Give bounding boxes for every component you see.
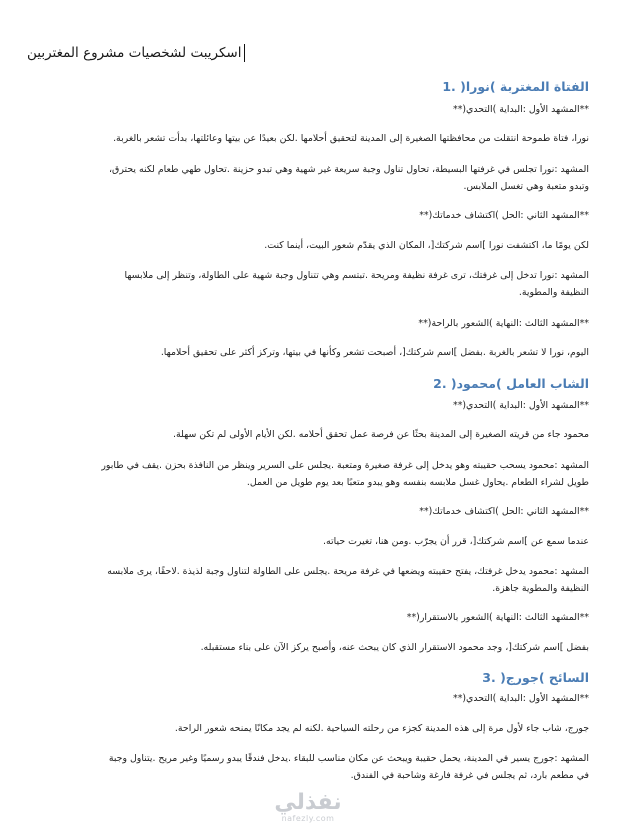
paragraph: النظيفة والمطوية.: [518, 287, 589, 298]
paragraph: **المشهد الأول :البداية )التحدي(**: [453, 693, 589, 704]
paragraph: المشهد :محمود يسحب حقيبته وهو يدخل إلى غرفة صغيرة ومتعبة .يجلس على السرير وينظر من النافذة بحزن .يقف في طابور: [101, 460, 589, 471]
paragraph: لكن يومًا ما، اكتشفت نورا ]اسم شركتك[، المكان الذي يقدّم شعور البيت، أينما كنت.: [264, 240, 589, 251]
paragraph: في مطعم بارد، ثم يجلس في غرفة فارغة وشاحبة في الفندق.: [350, 770, 589, 781]
paragraph: النظيفة والمطوية جاهزة.: [492, 583, 589, 594]
watermark-logo: [268, 792, 348, 824]
paragraph: المشهد :نورا تدخل إلى غرفتك، ترى غرفة نظيفة ومريحة .تبتسم وهي تتناول وجبة شهية على الطاولة، وتنظر إلى ملابسها: [124, 270, 589, 281]
paragraph: المشهد :جورج يسير في المدينة، يحمل حقيبة ويبحث عن مكان مناسب للبقاء .يدخل فندقًا يبدو رسميًا وغير مريح .يتناول وجبة: [108, 753, 589, 764]
paragraph: طويل لشراء الطعام .يحاول غسل ملابسه بنفسه وهو يبدو متعبًا بعد يوم طويل من العمل.: [246, 477, 589, 488]
paragraph: بفضل ]اسم شركتك[، وجد محمود الاستقرار الذي كان يبحث عنه، وأصبح يركز الآن على بناء مستقبله.: [200, 642, 589, 653]
paragraph: المشهد :نورا تجلس في غرفتها البسيطة، تحاول تناول وجبة سريعة غير شهية وهي تبدو حزينة .تحاول طهي طعام لكنه يحترق،: [109, 164, 589, 175]
section-heading-1: الفتاة المغتربة )نورا( .1: [442, 79, 589, 94]
watermark-url: nafezly.com: [281, 814, 335, 823]
paragraph: اليوم، نورا لا تشعر بالغربة .بفضل ]اسم شركتك[، أصبحت تشعر وكأنها في بيتها، وتركز أكثر على تحقيق أحلامها.: [160, 347, 589, 358]
paragraph: نورا، فتاة طموحة انتقلت من محافظتها الصغيرة إلى المدينة لتحقيق أحلامها .لكن بعيدًا عن بيتها وعائلتها، بدأت تشعر بالغربة.: [113, 133, 589, 144]
paragraph: وتبدو متعبة وهي تغسل الملابس.: [463, 181, 589, 192]
document-title[interactable]: اسكريبت لشخصيات مشروع المغتربين: [26, 45, 242, 61]
paragraph: **المشهد الثاني :الحل )اكتشاف خدماتك(**: [419, 506, 589, 517]
paragraph: جورج، شاب جاء لأول مرة إلى هذه المدينة كجزء من رحلته السياحية .لكنه لم يجد مكانًا يمنحه شعور الراحة.: [174, 723, 589, 734]
paragraph: **المشهد الأول :البداية )التحدي(**: [453, 104, 589, 115]
paragraph: **المشهد الثالث :النهاية )الشعور بالراحة(**: [418, 318, 589, 329]
section-heading-2: الشاب العامل )محمود( .2: [433, 376, 589, 391]
paragraph: **المشهد الثالث :النهاية )الشعور بالاستقرار(**: [406, 612, 589, 623]
paragraph: **المشهد الثاني :الحل )اكتشاف خدماتك(**: [419, 210, 589, 221]
paragraph: محمود جاء من قريته الصغيرة إلى المدينة بحثًا عن فرصة عمل تحقق أحلامه .لكن الأيام الأولى لم تكن سهلة.: [173, 429, 589, 440]
paragraph: عندما سمع عن ]اسم شركتك[، قرر أن يجرّب .ومن هنا، تغيرت حياته.: [323, 536, 589, 547]
paragraph: المشهد :محمود يدخل غرفتك، يفتح حقيبته ويضعها في غرفة مريحة .يجلس على الطاولة لتناول وجبة لذيذة .لاحقًا، يرى ملابسه: [107, 566, 589, 577]
watermark-arabic: نفذلي: [274, 790, 342, 815]
paragraph: **المشهد الأول :البداية )التحدي(**: [453, 400, 589, 411]
text-cursor: [244, 44, 246, 62]
document-page: [26, 0, 589, 836]
title-line: [27, 44, 245, 62]
section-heading-3: السائح )جورج( .3: [482, 670, 589, 685]
